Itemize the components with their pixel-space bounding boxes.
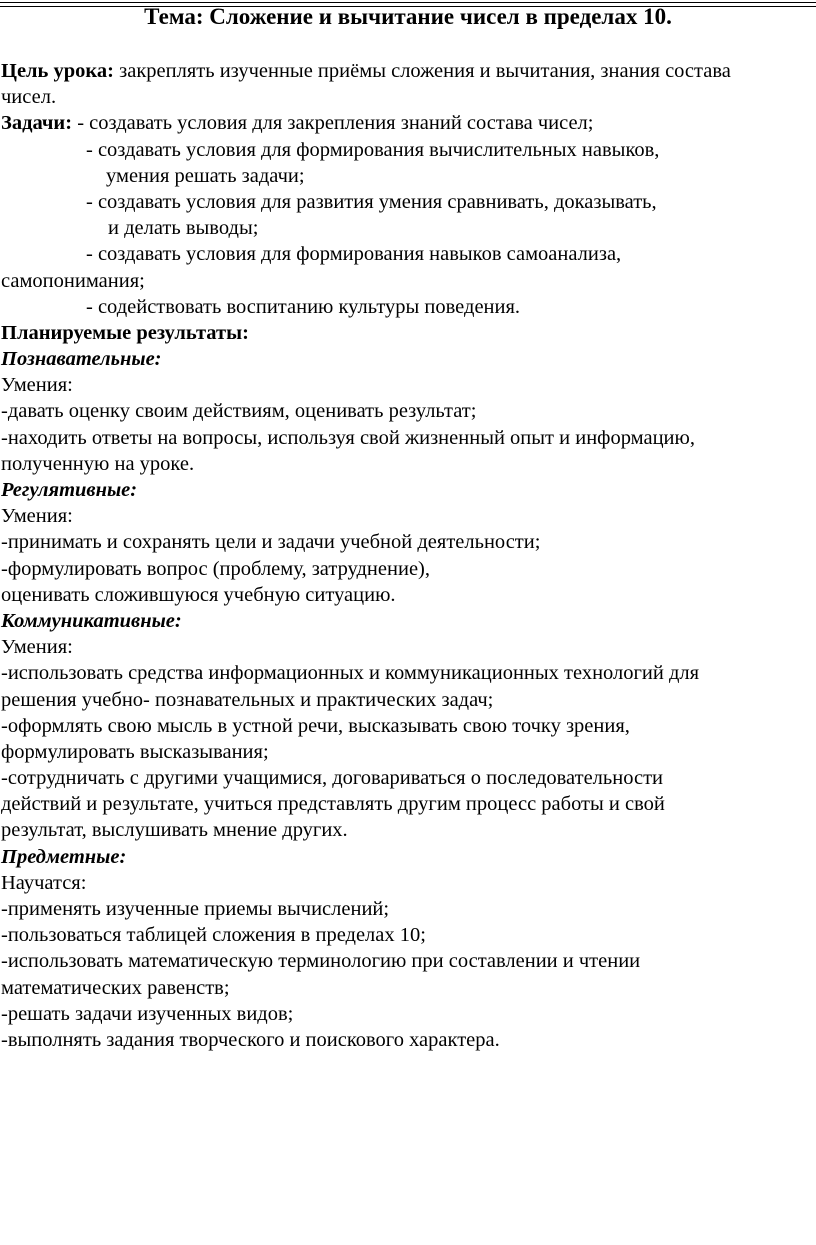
communicative-line: результат, выслушивать мнение других. xyxy=(1,819,348,842)
subject-heading: Предметные: xyxy=(1,845,127,868)
cognitive-heading: Познавательные: xyxy=(1,348,162,371)
task-3: - создавать условия для развития умения сравнивать, доказывать, xyxy=(86,190,657,213)
regulatory-line: -принимать и сохранять цели и задачи учебной деятельности; xyxy=(1,531,541,554)
goal-label: Цель урока: xyxy=(1,60,114,82)
page-title: Тема: Сложение и вычитание чисел в пределах 10. xyxy=(144,4,672,29)
cognitive-line: Умения: xyxy=(1,374,73,397)
regulatory-line: -формулировать вопрос (проблему, затруднение), xyxy=(1,557,430,580)
subject-line: -выполнять задания творческого и поискового характера. xyxy=(1,1028,500,1051)
task-1: - создавать условия для закрепления знаний состава чисел; xyxy=(72,112,594,135)
communicative-line: Умения: xyxy=(1,636,73,659)
cognitive-line: -давать оценку своим действиям, оценивать результат; xyxy=(1,400,477,423)
task-3-cont: и делать выводы; xyxy=(108,217,259,240)
task-2-cont: умения решать задачи; xyxy=(106,164,305,187)
cognitive-line: -находить ответы на вопросы, используя свой жизненный опыт и информацию, xyxy=(1,426,695,449)
tasks-label: Задачи: xyxy=(1,112,73,135)
subject-line: -применять изученные приемы вычислений; xyxy=(1,898,390,920)
subject-line: -использовать математическую терминологию при составлении и чтении xyxy=(1,950,641,973)
communicative-line: -использовать средства информационных и коммуникационных технологий для xyxy=(1,662,700,685)
subject-line: Научатся: xyxy=(1,871,87,894)
task-4-cont: самопонимания; xyxy=(1,269,145,292)
subject-line: -решать задачи изученных видов; xyxy=(1,1002,294,1025)
goal-text: закреплять изученные приёмы сложения и вычитания, знания состава xyxy=(114,60,731,82)
subject-line: математических равенств; xyxy=(1,976,230,999)
task-4: - создавать условия для формирования навыков самоанализа, xyxy=(86,243,622,266)
communicative-line: формулировать высказывания; xyxy=(1,740,269,763)
goal-text-cont: чисел. xyxy=(1,86,57,109)
document-body xyxy=(1,58,813,1053)
regulatory-line: Умения: xyxy=(1,505,73,528)
results-heading: Планируемые результаты: xyxy=(1,321,249,344)
subject-line: -пользоваться таблицей сложения в пределах 10; xyxy=(1,924,426,947)
goal-line xyxy=(1,58,813,84)
task-2: - создавать условия для формирования вычислительных навыков, xyxy=(86,138,660,161)
communicative-line: действий и результате, учиться представлять другим процесс работы и свой xyxy=(1,793,665,816)
task-5: - содействовать воспитанию культуры поведения. xyxy=(86,295,521,318)
communicative-line: решения учебно- познавательных и практических задач; xyxy=(1,688,494,711)
communicative-heading: Коммуникативные: xyxy=(1,609,182,632)
tasks-line xyxy=(1,110,813,136)
communicative-line: -сотрудничать с другими учащимися, договариваться о последовательности xyxy=(1,767,664,790)
regulatory-heading: Регулятивные: xyxy=(1,479,138,501)
regulatory-line: оценивать сложившуюся учебную ситуацию. xyxy=(1,583,396,606)
cognitive-line: полученную на уроке. xyxy=(1,452,195,475)
communicative-line: -оформлять свою мысль в устной речи, высказывать свою точку зрения, xyxy=(1,714,630,737)
